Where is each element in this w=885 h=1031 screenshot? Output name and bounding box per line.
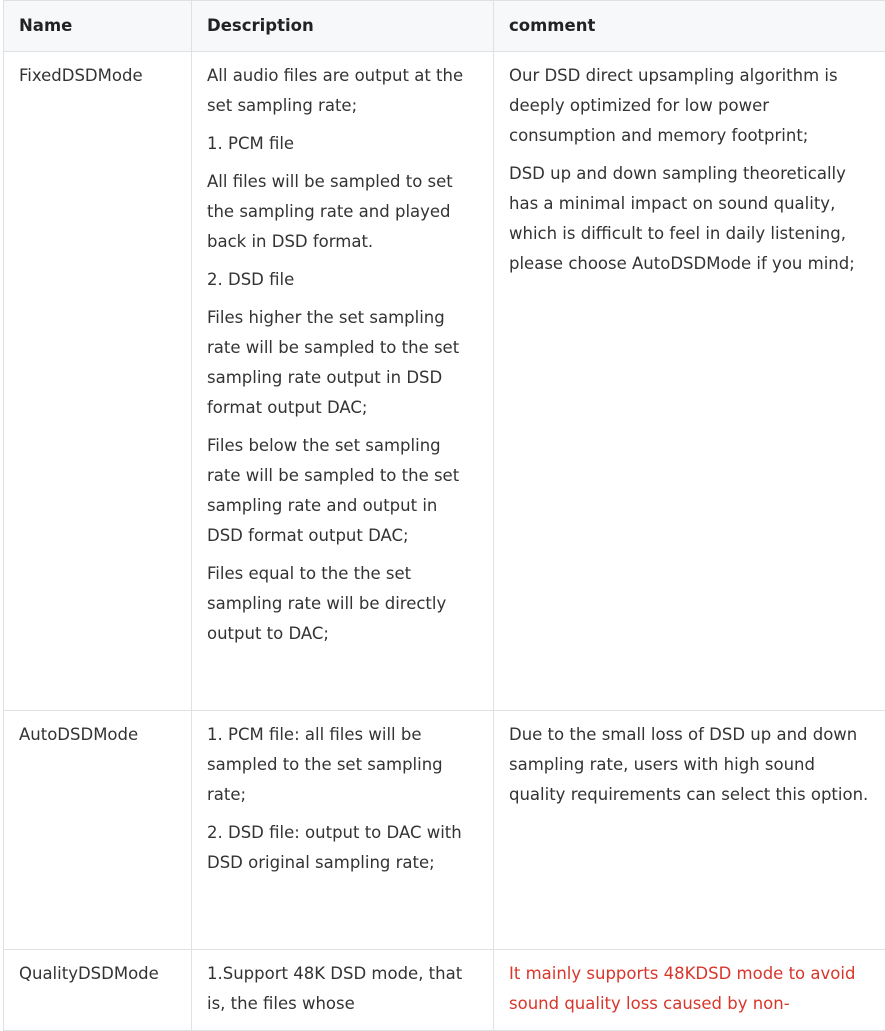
description-cell [192,52,494,711]
description-paragraph: 1. PCM file: all files will be sampled to the set sampling rate; [207,711,478,810]
description-paragraph: Files below the set sampling rate will be sampled to the set sampling rate and output in DSD format output DAC; [207,431,478,551]
description-cell [192,950,494,1031]
description-paragraph: All audio files are output at the set sampling rate; [207,52,478,121]
header-name: Name [4,1,192,52]
description-paragraph: All files will be sampled to set the sampling rate and played back in DSD format. [207,167,478,257]
table-row [4,950,885,1031]
highlighted-comment-paragraph: It mainly supports 48KDSD mode to avoid sound quality loss caused by non- [509,950,870,1019]
table-row [4,711,885,950]
description-cell [192,711,494,950]
comment-cell [494,950,885,1031]
header-comment: comment [494,1,885,52]
mode-name: FixedDSDMode [19,52,176,91]
description-paragraph: 2. DSD file: output to DAC with DSD original sampling rate; [207,818,478,878]
mode-name-cell [4,52,192,711]
description-paragraph: Files equal to the the set sampling rate will be directly output to DAC; [207,559,478,649]
description-paragraph: 1. PCM file [207,129,478,159]
mode-name-cell [4,950,192,1031]
description-paragraph: 1.Support 48K DSD mode, that is, the files whose [207,950,478,1019]
mode-name: QualityDSDMode [19,950,176,989]
comment-paragraph: Our DSD direct upsampling algorithm is deeply optimized for low power consumption and memory footprint; [509,52,870,151]
table-row [4,52,885,711]
dsd-mode-table [3,0,885,1031]
mode-name-cell [4,711,192,950]
description-paragraph: 2. DSD file [207,265,478,295]
comment-paragraph: DSD up and down sampling theoretically has a minimal impact on sound quality, which is difficult to feel in daily listening, please choose AutoDSDMode if you mind; [509,159,870,279]
header-description: Description [192,1,494,52]
mode-name: AutoDSDMode [19,711,176,750]
comment-cell [494,52,885,711]
comment-paragraph: Due to the small loss of DSD up and down sampling rate, users with high sound quality requirements can select this option. [509,711,870,810]
description-paragraph: Files higher the set sampling rate will be sampled to the set sampling rate output in DSD format output DAC; [207,303,478,423]
comment-cell [494,711,885,950]
table-header-row [4,1,885,52]
